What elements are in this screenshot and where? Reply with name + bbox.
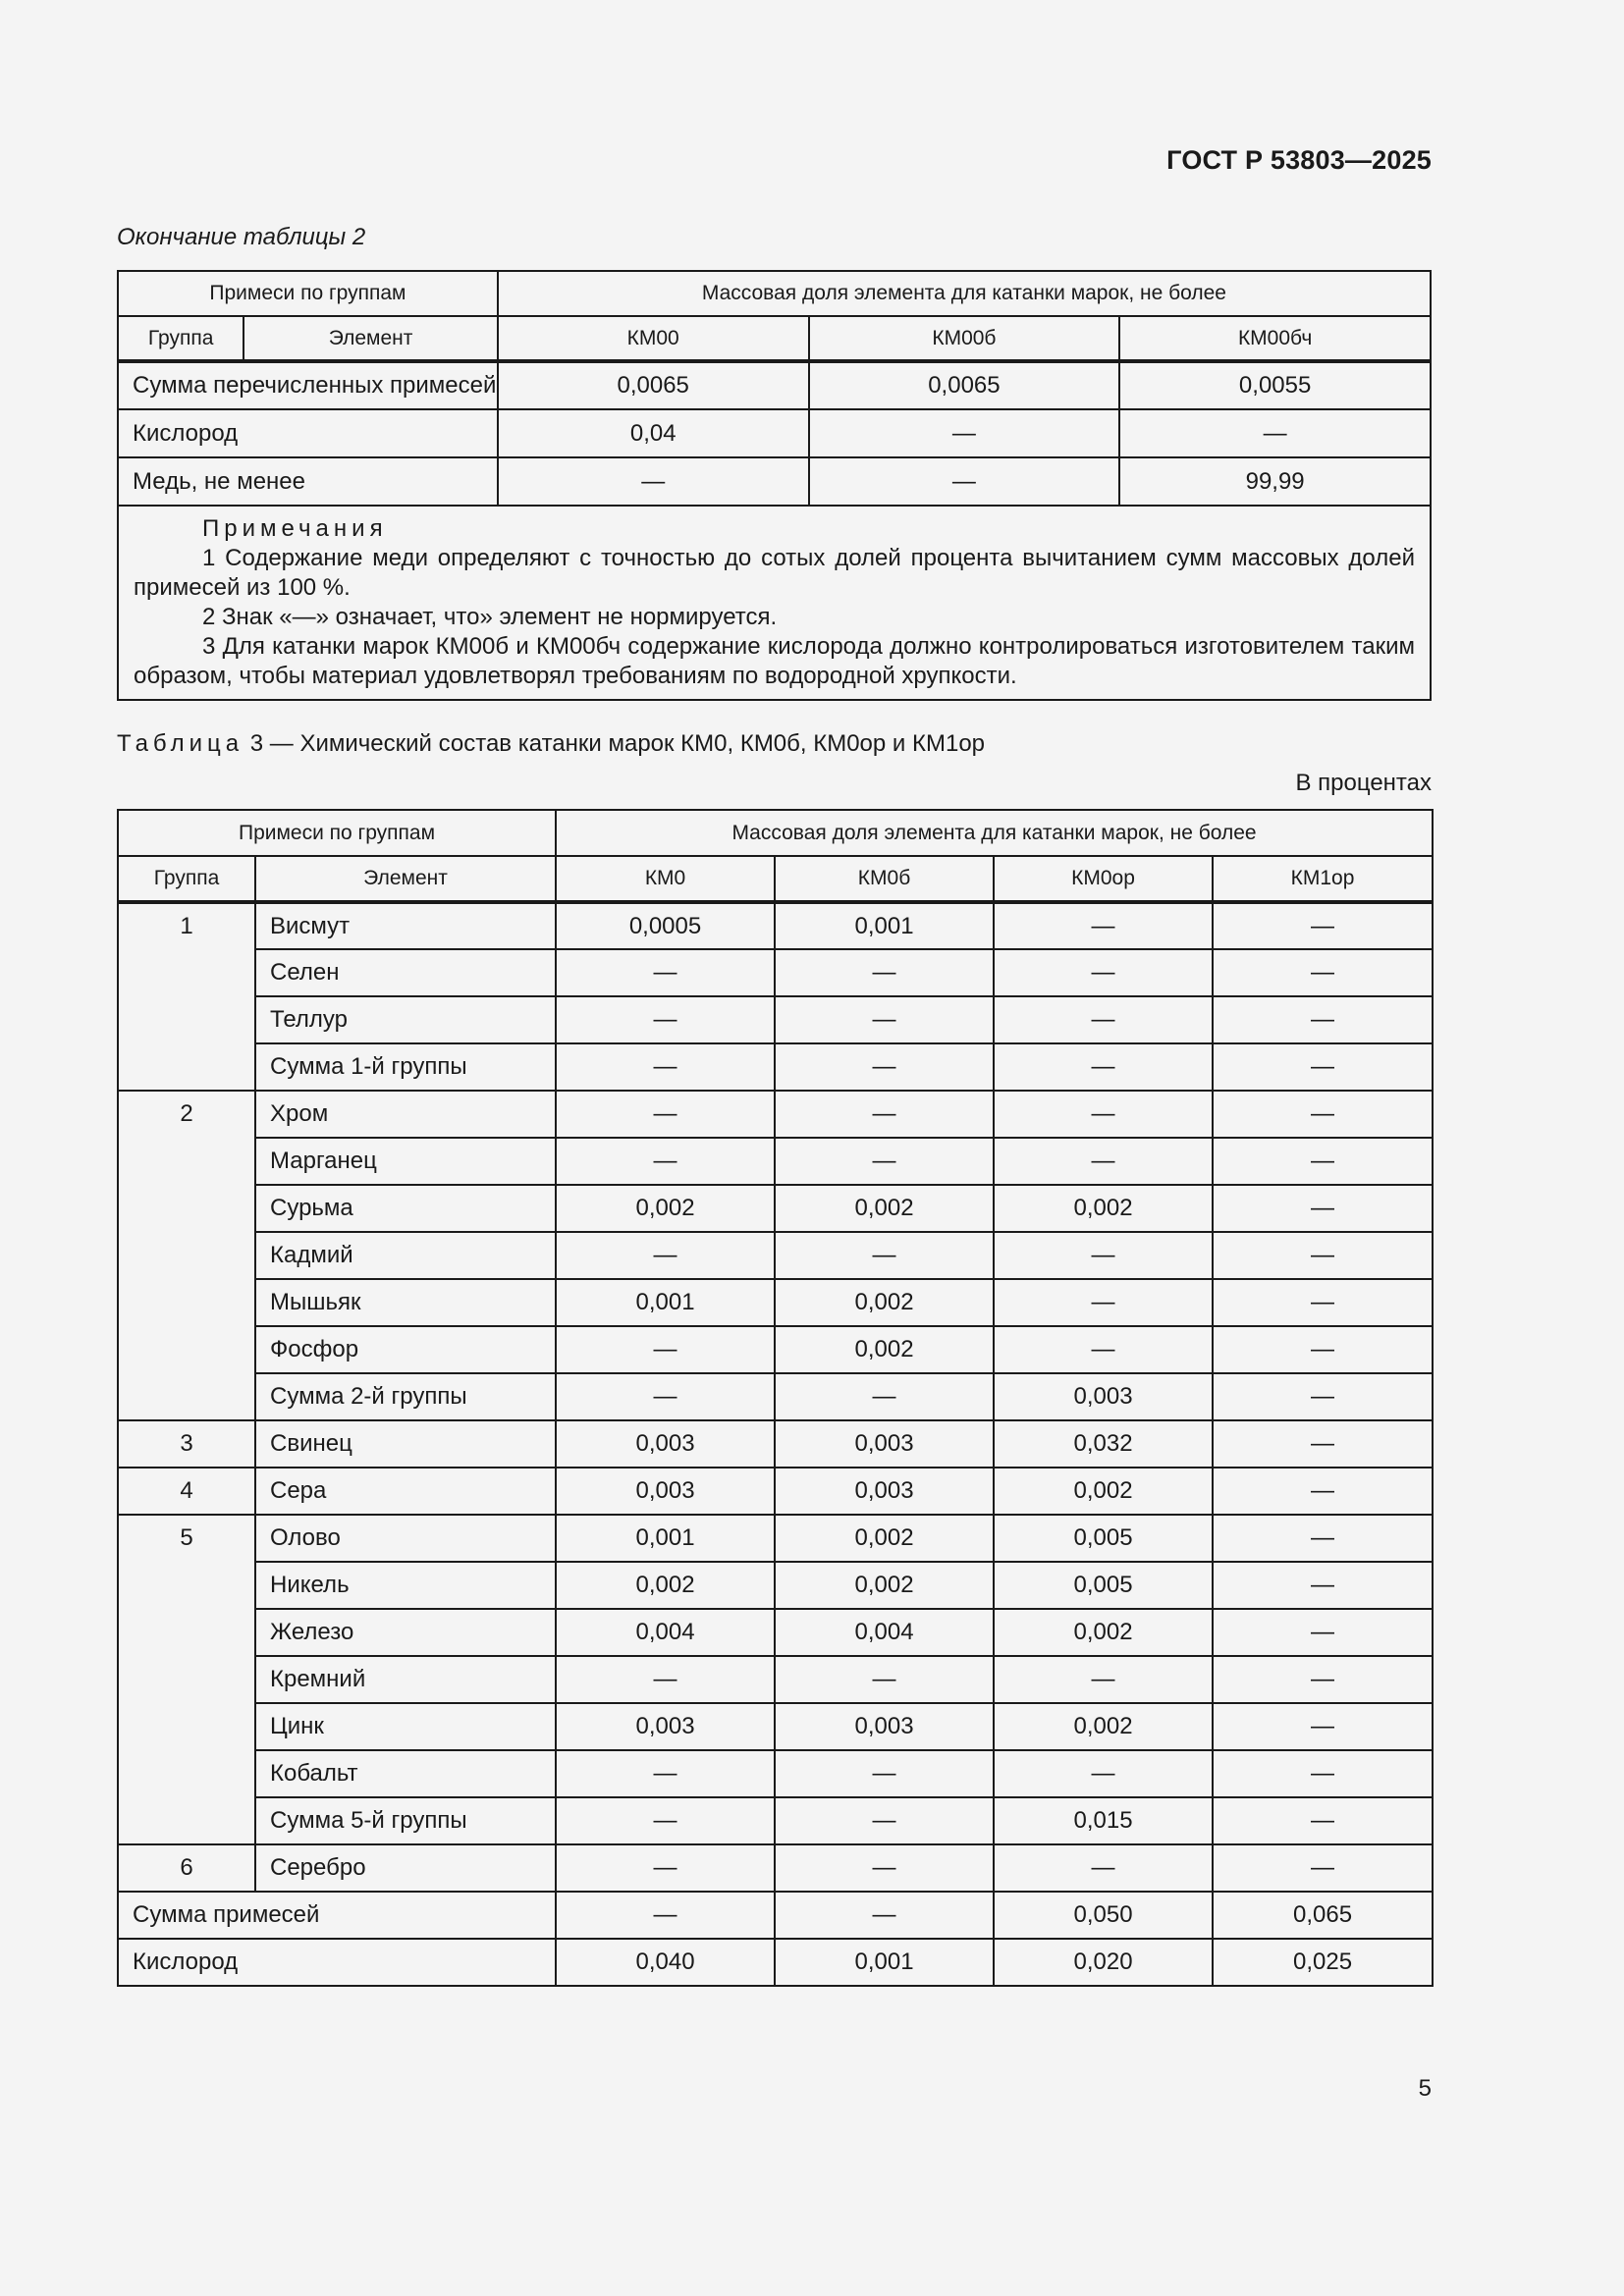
table-row	[118, 1892, 1433, 1939]
value-cell: —	[556, 1797, 775, 1844]
group-number-cell: 5	[118, 1515, 255, 1844]
table3	[117, 809, 1434, 1987]
element-name-cell: Теллур	[255, 996, 556, 1043]
value-cell: —	[994, 996, 1213, 1043]
table3-header-mass-fraction: Массовая доля элемента для катанки марок, не более	[556, 810, 1433, 856]
value-cell: —	[556, 949, 775, 996]
table-row	[118, 949, 1433, 996]
value-cell: 0,002	[556, 1562, 775, 1609]
value-cell: —	[556, 1232, 775, 1279]
value-cell: —	[1213, 949, 1433, 996]
table3-body	[118, 902, 1433, 1986]
table-row	[118, 1515, 1433, 1562]
table-row	[118, 1844, 1433, 1892]
value-cell: 0,003	[775, 1703, 994, 1750]
value-cell: —	[775, 1892, 994, 1939]
value-cell: —	[775, 996, 994, 1043]
value-cell: 0,065	[1213, 1892, 1433, 1939]
value-cell: —	[775, 1797, 994, 1844]
element-name-cell: Кобальт	[255, 1750, 556, 1797]
table-row	[118, 1609, 1433, 1656]
element-name-cell: Железо	[255, 1609, 556, 1656]
element-name-cell: Марганец	[255, 1138, 556, 1185]
value-cell: 0,005	[994, 1562, 1213, 1609]
value-cell: —	[775, 1232, 994, 1279]
value-cell: —	[775, 1043, 994, 1091]
table3-header-groups: Примеси по группам	[118, 810, 556, 856]
value-cell: 0,032	[994, 1420, 1213, 1468]
value-cell: 0,002	[775, 1326, 994, 1373]
table2-cell: 0,0055	[1119, 361, 1431, 409]
document-id: ГОСТ Р 53803—2025	[1166, 145, 1432, 175]
value-cell: —	[775, 949, 994, 996]
table3-header-grade: КМ0	[556, 856, 775, 902]
table-row	[118, 1279, 1433, 1326]
element-name-cell: Фосфор	[255, 1326, 556, 1373]
value-cell: 0,002	[994, 1609, 1213, 1656]
group-number-cell: 1	[118, 902, 255, 1091]
value-cell: 0,001	[775, 1939, 994, 1986]
value-cell: —	[994, 1232, 1213, 1279]
table-row	[118, 1091, 1433, 1138]
value-cell: 0,001	[556, 1515, 775, 1562]
table2-notes	[118, 506, 1431, 700]
value-cell: 0,025	[1213, 1939, 1433, 1986]
value-cell: —	[775, 1373, 994, 1420]
table2-header-element: Элемент	[244, 316, 498, 361]
value-cell: —	[994, 1091, 1213, 1138]
value-cell: —	[994, 1326, 1213, 1373]
table-row	[118, 1562, 1433, 1609]
table3-caption	[117, 730, 985, 758]
value-cell: —	[1213, 1279, 1433, 1326]
table3-header-element: Элемент	[255, 856, 556, 902]
value-cell: —	[994, 1750, 1213, 1797]
value-cell: 0,005	[994, 1515, 1213, 1562]
value-cell: 0,001	[775, 902, 994, 949]
value-cell: —	[556, 996, 775, 1043]
value-cell: —	[775, 1656, 994, 1703]
value-cell: —	[556, 1138, 775, 1185]
value-cell: 0,002	[994, 1468, 1213, 1515]
element-name-cell: Олово	[255, 1515, 556, 1562]
total-label-cell: Кислород	[118, 1939, 556, 1986]
value-cell: —	[994, 902, 1213, 949]
table-row	[118, 1656, 1433, 1703]
value-cell: 0,002	[775, 1185, 994, 1232]
table-row	[118, 1326, 1433, 1373]
value-cell: —	[556, 1844, 775, 1892]
value-cell: —	[775, 1844, 994, 1892]
element-name-cell: Сумма 1-й группы	[255, 1043, 556, 1091]
value-cell: 0,002	[775, 1279, 994, 1326]
note-item: 2 Знак «—» означает, что» элемент не нормируется.	[202, 604, 778, 630]
group-number-cell: 4	[118, 1468, 255, 1515]
table-row	[118, 1420, 1433, 1468]
note-item: 1 Содержание меди определяют с точностью до сотых долей процента вычитанием сумм массовых долей примесей из 100 %.	[134, 545, 1415, 601]
table-row	[118, 1185, 1433, 1232]
table2-cell: —	[809, 457, 1120, 506]
table2-cell: 0,0065	[809, 361, 1120, 409]
table2-header-grade: КМ00	[498, 316, 809, 361]
table-row	[118, 1939, 1433, 1986]
element-name-cell: Кадмий	[255, 1232, 556, 1279]
value-cell: —	[1213, 1797, 1433, 1844]
table2-cell: —	[498, 457, 809, 506]
value-cell: —	[556, 1656, 775, 1703]
total-label-cell: Сумма примесей	[118, 1892, 556, 1939]
value-cell: 0,004	[556, 1609, 775, 1656]
value-cell: —	[1213, 1468, 1433, 1515]
table2-row-label: Сумма перечисленных примесей	[118, 361, 498, 409]
value-cell: 0,003	[775, 1468, 994, 1515]
table-row	[118, 1703, 1433, 1750]
value-cell: —	[556, 1326, 775, 1373]
value-cell: 0,015	[994, 1797, 1213, 1844]
table3-header-grade: КМ0ор	[994, 856, 1213, 902]
value-cell: —	[1213, 1326, 1433, 1373]
group-number-cell: 6	[118, 1844, 255, 1892]
page-number: 5	[1418, 2075, 1432, 2102]
value-cell: —	[556, 1892, 775, 1939]
note-item: 3 Для катанки марок КМ00б и КМ00бч содержание кислорода должно контролироваться изготовителем таким образом, чтобы материал удовлетворял требованиям по водородной хрупкости.	[134, 633, 1415, 689]
table2-row	[118, 361, 1431, 409]
table3-header-grade: КМ0б	[775, 856, 994, 902]
value-cell: 0,003	[556, 1703, 775, 1750]
table-row	[118, 1232, 1433, 1279]
element-name-cell: Кремний	[255, 1656, 556, 1703]
value-cell: —	[556, 1750, 775, 1797]
table-row	[118, 1750, 1433, 1797]
value-cell: —	[1213, 1043, 1433, 1091]
group-number-cell: 2	[118, 1091, 255, 1420]
table2	[117, 270, 1432, 701]
value-cell: 0,003	[775, 1420, 994, 1468]
value-cell: —	[556, 1091, 775, 1138]
element-name-cell: Свинец	[255, 1420, 556, 1468]
table2-cell: 0,0065	[498, 361, 809, 409]
value-cell: 0,002	[556, 1185, 775, 1232]
value-cell: 0,040	[556, 1939, 775, 1986]
value-cell: —	[994, 1656, 1213, 1703]
value-cell: 0,002	[994, 1703, 1213, 1750]
table2-header-mass-fraction: Массовая доля элемента для катанки марок, не более	[498, 271, 1431, 316]
value-cell: —	[1213, 1232, 1433, 1279]
element-name-cell: Серебро	[255, 1844, 556, 1892]
value-cell: —	[775, 1138, 994, 1185]
element-name-cell: Сумма 2-й группы	[255, 1373, 556, 1420]
value-cell: 0,050	[994, 1892, 1213, 1939]
table2-row	[118, 409, 1431, 457]
element-name-cell: Мышьяк	[255, 1279, 556, 1326]
table-row	[118, 1138, 1433, 1185]
value-cell: 0,002	[775, 1562, 994, 1609]
element-name-cell: Сурьма	[255, 1185, 556, 1232]
table2-header-grade: КМ00бч	[1119, 316, 1431, 361]
table2-continuation-caption: Окончание таблицы 2	[117, 224, 366, 250]
value-cell: —	[994, 1138, 1213, 1185]
element-name-cell: Сера	[255, 1468, 556, 1515]
value-cell: —	[775, 1091, 994, 1138]
table2-row-label: Медь, не менее	[118, 457, 498, 506]
table2-row	[118, 457, 1431, 506]
table3-caption-word: Таблица	[117, 730, 244, 757]
element-name-cell: Висмут	[255, 902, 556, 949]
value-cell: —	[994, 949, 1213, 996]
notes-title: Примечания	[202, 515, 388, 542]
value-cell: 0,003	[556, 1468, 775, 1515]
value-cell: —	[1213, 1609, 1433, 1656]
value-cell: —	[775, 1750, 994, 1797]
table3-units: В процентах	[1295, 770, 1432, 796]
element-name-cell: Хром	[255, 1091, 556, 1138]
value-cell: —	[1213, 1091, 1433, 1138]
value-cell: 0,002	[775, 1515, 994, 1562]
table2-header-groups: Примеси по группам	[118, 271, 498, 316]
value-cell: —	[1213, 996, 1433, 1043]
value-cell: —	[1213, 1562, 1433, 1609]
value-cell: —	[556, 1043, 775, 1091]
table3-caption-text: 3 — Химический состав катанки марок КМ0, КМ0б, КМ0ор и КМ1ор	[244, 730, 986, 757]
table3-header-grade: КМ1ор	[1213, 856, 1433, 902]
value-cell: —	[1213, 902, 1433, 949]
value-cell: —	[1213, 1420, 1433, 1468]
value-cell: 0,003	[556, 1420, 775, 1468]
value-cell: —	[1213, 1844, 1433, 1892]
value-cell: —	[994, 1279, 1213, 1326]
value-cell: 0,002	[994, 1185, 1213, 1232]
value-cell: —	[1213, 1656, 1433, 1703]
table-row	[118, 902, 1433, 949]
value-cell: 0,020	[994, 1939, 1213, 1986]
table-row	[118, 1468, 1433, 1515]
value-cell: —	[1213, 1515, 1433, 1562]
value-cell: —	[556, 1373, 775, 1420]
value-cell: —	[994, 1043, 1213, 1091]
group-number-cell: 3	[118, 1420, 255, 1468]
table2-row-label: Кислород	[118, 409, 498, 457]
table-row	[118, 1797, 1433, 1844]
value-cell: 0,001	[556, 1279, 775, 1326]
value-cell: 0,003	[994, 1373, 1213, 1420]
value-cell: —	[1213, 1750, 1433, 1797]
table3-header-group: Группа	[118, 856, 255, 902]
table2-cell: —	[809, 409, 1120, 457]
element-name-cell: Сумма 5-й группы	[255, 1797, 556, 1844]
table2-cell: —	[1119, 409, 1431, 457]
table2-cell: 99,99	[1119, 457, 1431, 506]
table2-cell: 0,04	[498, 409, 809, 457]
table-row	[118, 1373, 1433, 1420]
element-name-cell: Селен	[255, 949, 556, 996]
value-cell: 0,004	[775, 1609, 994, 1656]
table2-header-group: Группа	[118, 316, 244, 361]
value-cell: —	[1213, 1185, 1433, 1232]
element-name-cell: Цинк	[255, 1703, 556, 1750]
value-cell: —	[994, 1844, 1213, 1892]
value-cell: —	[1213, 1138, 1433, 1185]
table2-header-grade: КМ00б	[809, 316, 1120, 361]
value-cell: —	[1213, 1703, 1433, 1750]
table-row	[118, 996, 1433, 1043]
value-cell: 0,0005	[556, 902, 775, 949]
element-name-cell: Никель	[255, 1562, 556, 1609]
value-cell: —	[1213, 1373, 1433, 1420]
table-row	[118, 1043, 1433, 1091]
